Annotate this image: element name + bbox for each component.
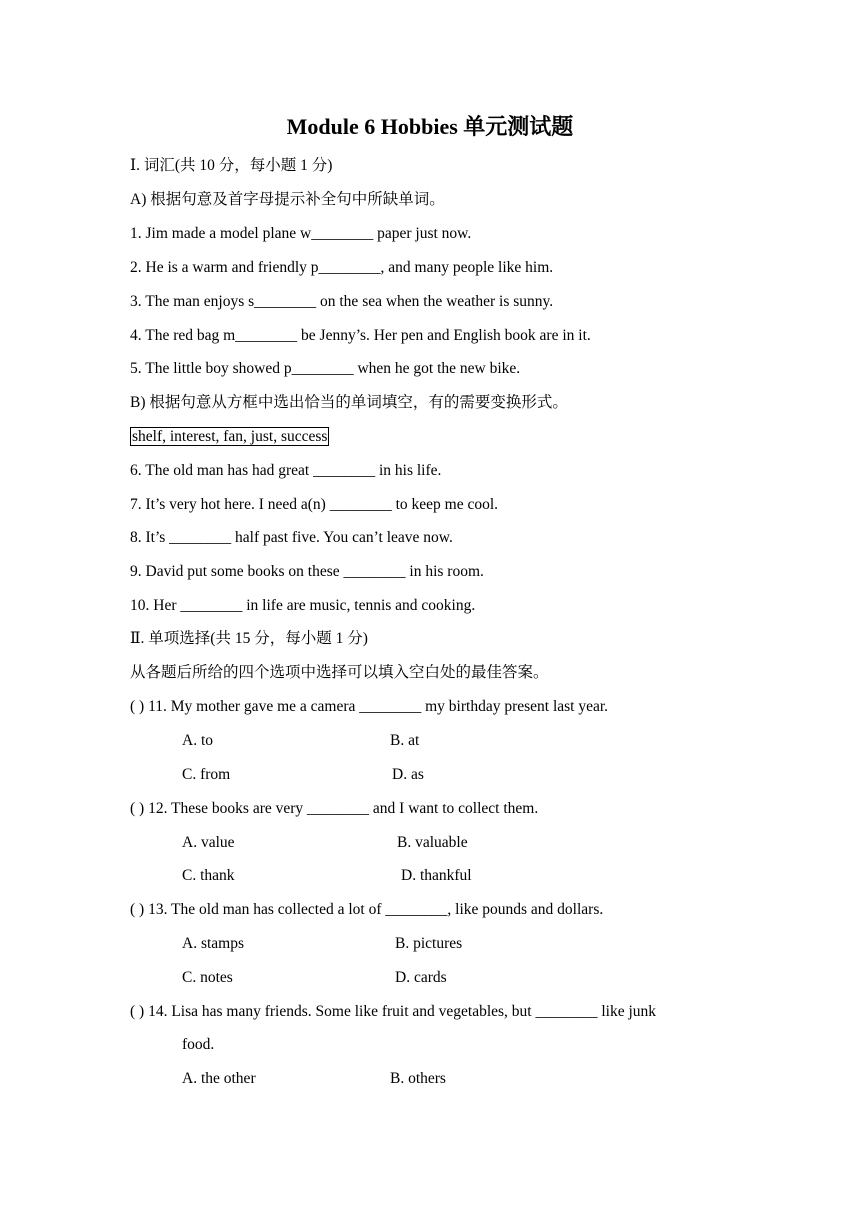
question-8: 8. It’s ________ half past five. You can’t leave now. bbox=[130, 529, 453, 546]
q14-option-a: A. the other bbox=[182, 1070, 256, 1087]
q13-option-b: B. pictures bbox=[395, 935, 463, 952]
question-13: ( ) 13. The old man has collected a lot of ________, like pounds and dollars. bbox=[130, 901, 604, 918]
question-2: 2. He is a warm and friendly p________, and many people like him. bbox=[130, 259, 554, 276]
q11-option-d: D. as bbox=[392, 766, 424, 783]
q14-option-b: B. others bbox=[390, 1070, 446, 1087]
question-1: 1. Jim made a model plane w________ paper just now. bbox=[130, 225, 472, 242]
page-title: Module 6 Hobbies 单元测试题 bbox=[286, 114, 574, 139]
question-4: 4. The red bag m________ be Jenny’s. Her pen and English book are in it. bbox=[130, 327, 591, 344]
q12-option-a: A. value bbox=[182, 834, 235, 851]
q12-option-b: B. valuable bbox=[397, 834, 468, 851]
question-9: 9. David put some books on these ________ in his room. bbox=[130, 563, 484, 580]
q13-option-a: A. stamps bbox=[182, 935, 244, 952]
section-2-heading: Ⅱ. 单项选择(共 15 分，每小题 1 分) bbox=[130, 630, 368, 647]
part-b-instruction: B) 根据句意从方框中选出恰当的单词填空，有的需要变换形式。 bbox=[130, 394, 568, 411]
word-bank-box: shelf, interest, fan, just, success bbox=[132, 428, 328, 445]
q12-option-c: C. thank bbox=[182, 867, 235, 884]
question-14-continued: food. bbox=[182, 1036, 215, 1053]
part-a-instruction: A) 根据句意及首字母提示补全句中所缺单词。 bbox=[130, 191, 445, 208]
section-1-heading: Ⅰ. 词汇(共 10 分，每小题 1 分) bbox=[130, 157, 333, 174]
q12-option-d: D. thankful bbox=[401, 867, 472, 884]
question-10: 10. Her ________ in life are music, tennis and cooking. bbox=[130, 597, 476, 614]
q11-option-b: B. at bbox=[390, 732, 420, 749]
q11-option-a: A. to bbox=[182, 732, 213, 749]
question-12: ( ) 12. These books are very ________ and I want to collect them. bbox=[130, 800, 539, 817]
question-3: 3. The man enjoys s________ on the sea when the weather is sunny. bbox=[130, 293, 554, 310]
q13-option-c: C. notes bbox=[182, 969, 233, 986]
question-11: ( ) 11. My mother gave me a camera ________ my birthday present last year. bbox=[130, 698, 609, 715]
question-5: 5. The little boy showed p________ when he got the new bike. bbox=[130, 360, 521, 377]
q13-option-d: D. cards bbox=[395, 969, 447, 986]
question-6: 6. The old man has had great ________ in his life. bbox=[130, 462, 442, 479]
q11-option-c: C. from bbox=[182, 766, 231, 783]
question-14: ( ) 14. Lisa has many friends. Some like fruit and vegetables, but ________ like junk bbox=[130, 1003, 657, 1020]
section-2-instruction: 从各题后所给的四个选项中选择可以填入空白处的最佳答案。 bbox=[130, 664, 549, 681]
question-7: 7. It’s very hot here. I need a(n) ________ to keep me cool. bbox=[130, 496, 499, 513]
